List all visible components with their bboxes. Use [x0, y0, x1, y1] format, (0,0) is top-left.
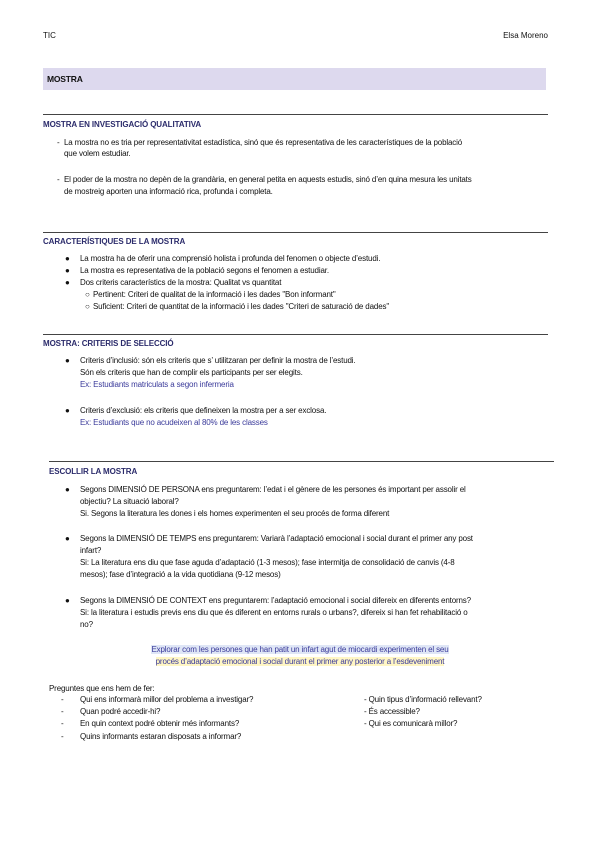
question-item: Quins informants estaran disposats a informar?	[80, 732, 242, 741]
circle-bullet-icon: ○	[85, 302, 90, 311]
section-heading: MOSTRA EN INVESTIGACIÓ QUALITATIVA	[43, 120, 202, 129]
divider	[43, 114, 548, 115]
bullet-icon: ●	[65, 596, 70, 605]
list-item-text: Dos criteris característics de la mostra: Qualitat vs quantitat	[80, 278, 282, 287]
paragraph-line: Si: La literatura ens diu que fase aguda d’adaptació (1-3 mesos); fase intermitja de consolidació de canvis (4-8	[80, 558, 455, 567]
question-text: Qui es comunicarà millor?	[368, 719, 458, 728]
paragraph-line: no?	[80, 620, 93, 629]
bullet-icon: ●	[65, 266, 70, 275]
dash: -	[57, 138, 60, 147]
list-item-text: Criteris d’exclusió: els criteris que defineixen la mostra per a ser exclosa.	[80, 406, 327, 415]
dash: -	[61, 695, 64, 704]
question-text: És accessible?	[368, 707, 420, 716]
bullet-icon: ●	[65, 485, 70, 494]
bullet-icon: ●	[65, 534, 70, 543]
divider	[43, 232, 548, 233]
dash: -	[364, 695, 369, 704]
paragraph-line: Segons la DIMENSIÓ DE TEMPS ens preguntarem: Variarà l’adaptació emocional i social durant el primer any post	[80, 534, 473, 543]
objective-line	[80, 656, 520, 667]
paragraph-line: objectiu? La situació laboral?	[80, 497, 179, 506]
dash: -	[364, 707, 369, 716]
paragraph-line: Segons DIMENSIÓ DE PERSONA ens preguntarem: l’edat i el gènere de les persones és important per assolir el	[80, 485, 466, 494]
page-title: MOSTRA	[47, 74, 83, 84]
dash: -	[364, 719, 369, 728]
question-item	[364, 718, 457, 729]
divider	[43, 334, 548, 335]
bullet-icon: ●	[65, 406, 70, 415]
list-subitem-text: Pertinent: Criteri de qualitat de la informació i les dades "Bon informant"	[93, 290, 336, 299]
title-bar	[43, 68, 546, 90]
bullet-icon: ●	[65, 254, 70, 263]
list-item-text: La mostra es representativa de la població segons el fenomen a estudiar.	[80, 266, 329, 275]
dash: -	[61, 707, 64, 716]
question-item: En quin context podré obtenir més informants?	[80, 719, 240, 728]
header-left: TIC	[43, 31, 56, 40]
questions-heading: Preguntes que ens hem de fer:	[49, 684, 155, 693]
paragraph-line: mesos); fase d’integració a la vida quotidiana (9-12 mesos)	[80, 570, 281, 579]
example-text: Ex: Estudiants que no acudeixen al 80% de les classes	[80, 418, 268, 427]
paragraph-line: infart?	[80, 546, 102, 555]
list-item-text: La mostra ha de oferir una comprensió holista i profunda del fenomen o objecte d’estudi.	[80, 254, 381, 263]
question-item: Quan podré accedir-hi?	[80, 707, 161, 716]
question-item: Qui ens informarà millor del problema a investigar?	[80, 695, 254, 704]
section-heading: ESCOLLIR LA MOSTRA	[49, 467, 138, 476]
list-subitem-text: Suficient: Criteri de quantitat de la informació i les dades "Criteri de saturació de dades"	[93, 302, 390, 311]
example-text: Ex: Estudiants matriculats a segon infermeria	[80, 380, 234, 389]
list-item-text: El poder de la mostra no depèn de la grandària, en general petita en aquests estudis, sinó d’en quina mesura les unitats	[64, 175, 472, 184]
dash: -	[57, 175, 60, 184]
section-heading: MOSTRA: CRITERIS DE SELECCIÓ	[43, 339, 174, 348]
dash: -	[61, 719, 64, 728]
paragraph-line: Si: la literatura i estudis previs ens diu que és diferent en entorns rurals o urbans?, difereix si han fet rehabilitació o	[80, 608, 468, 617]
list-item-text: de mostreig aporten una informació rica, profunda i completa.	[64, 187, 273, 196]
divider	[49, 461, 554, 462]
question-text: Quin tipus d’informació rellevant?	[368, 695, 482, 704]
section-heading: CARACTERÍSTIQUES DE LA MOSTRA	[43, 237, 186, 246]
bullet-icon: ●	[65, 356, 70, 365]
highlighted-text: Explorar com les persones que han patit un infart agut de miocardi experimenten el seu	[151, 645, 449, 654]
list-item-text: que volem estudiar.	[64, 149, 131, 158]
list-item-text: Són els criteris que han de complir els participants per ser elegits.	[80, 368, 303, 377]
question-item	[364, 706, 420, 717]
highlighted-text: procés d’adaptació emocional i social durant el primer any posterior a l’esdeveniment	[155, 657, 445, 666]
bullet-icon: ●	[65, 278, 70, 287]
paragraph-line: Si. Segons la literatura les dones i els homes experimenten el seu procés de forma diferent	[80, 509, 390, 518]
list-item-text: La mostra no es tria per representativitat estadística, sinó que és representativa de les característiques de la població	[64, 138, 463, 147]
objective-line	[80, 644, 520, 655]
paragraph-line: Segons la DIMENSIÓ DE CONTEXT ens preguntarem: l’adaptació emocional i social difereix en diferents entorns?	[80, 596, 471, 605]
dash: -	[61, 732, 64, 741]
circle-bullet-icon: ○	[85, 290, 90, 299]
question-item	[364, 694, 482, 705]
header-right: Elsa Moreno	[503, 31, 548, 40]
list-item-text: Criteris d’inclusió: són els criteris que s’ utilitzaran per definir la mostra de l’estudi.	[80, 356, 356, 365]
